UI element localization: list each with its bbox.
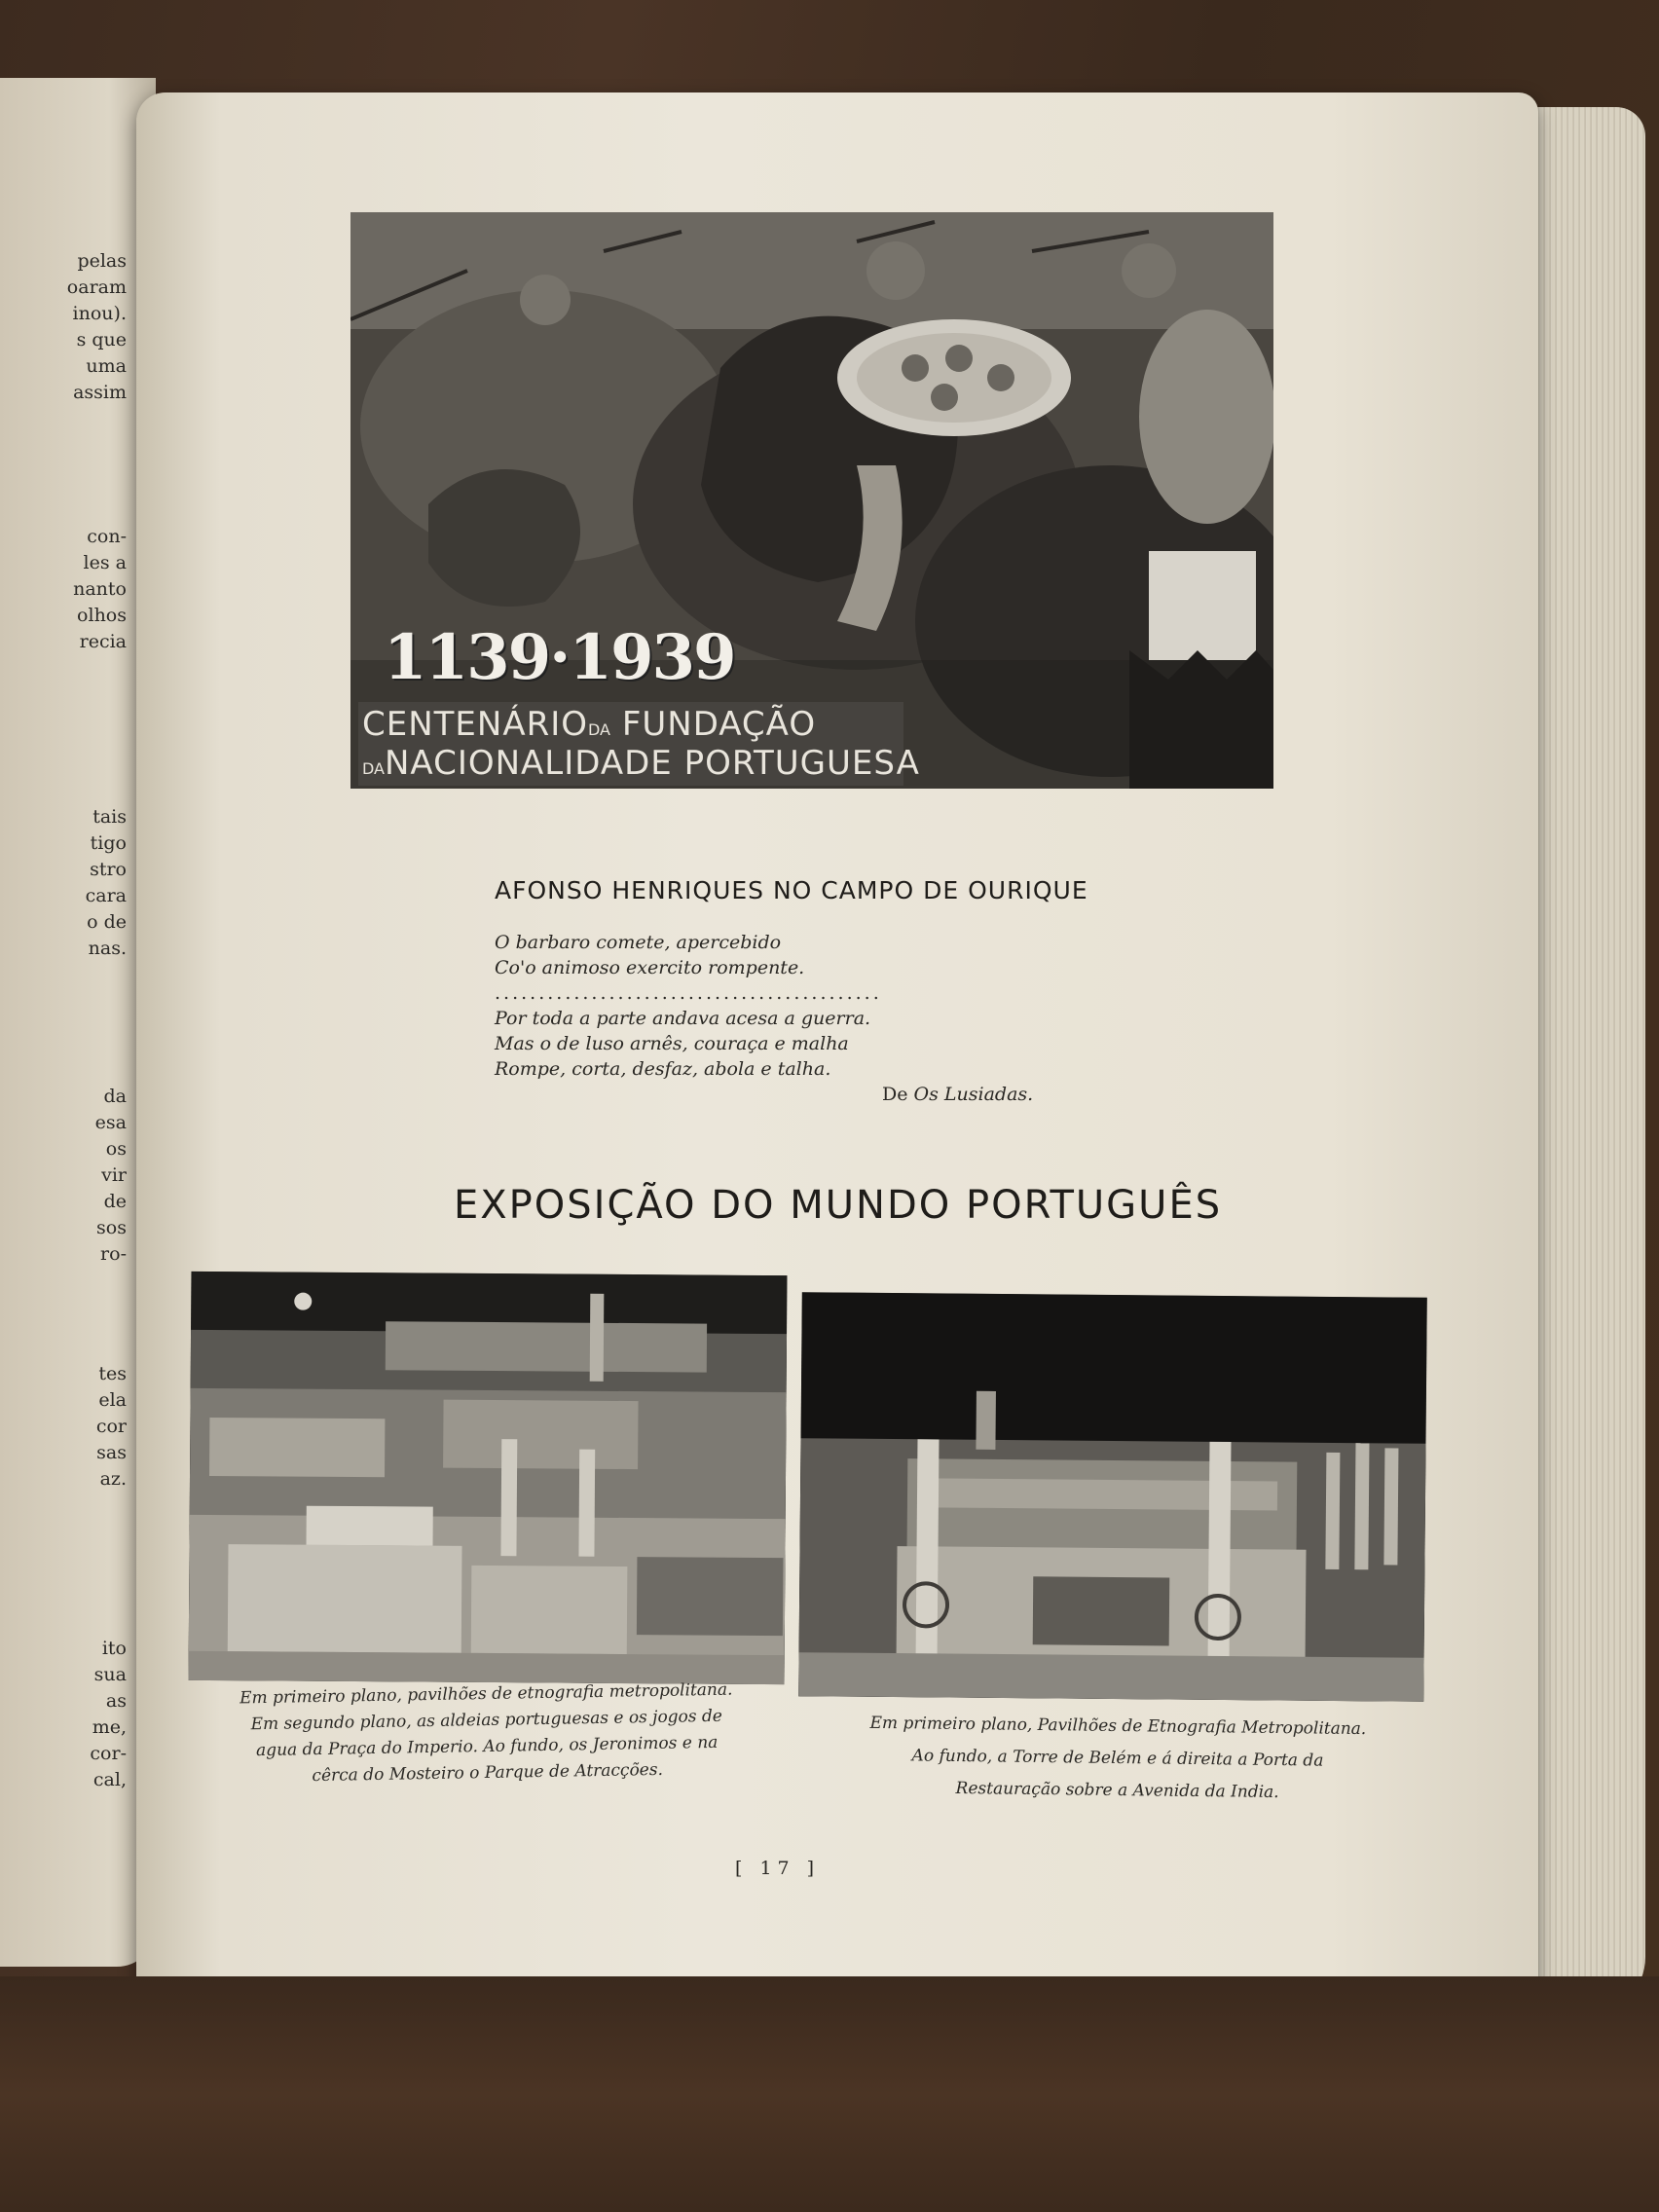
left-page-text-fragment: cor (95, 1416, 127, 1437)
caption-line: cêrca do Mosteiro o Parque de Atracções. (312, 1759, 664, 1787)
left-page-text-fragment: az. (99, 1468, 127, 1490)
section-title: EXPOSIÇÃO DO MUNDO PORTUGUÊS (454, 1183, 1223, 1228)
left-page-text-fragment: ela (98, 1389, 127, 1411)
left-page-text-fragment: oaram (66, 276, 127, 298)
left-page-text-fragment: cal, (92, 1769, 127, 1790)
poster-years: 1139·1939 (384, 621, 735, 694)
poem-title: AFONSO HENRIQUES NO CAMPO DE OURIQUE (495, 876, 1088, 904)
left-page-text-fragment: tigo (90, 832, 127, 854)
left-page-text-fragment: as (105, 1690, 127, 1712)
left-page-text-fragment: recia (79, 631, 127, 652)
centenary-poster (350, 212, 1273, 789)
poster-word-centenario: CENTENÁRIO (362, 705, 589, 744)
left-page-text-fragment: nanto (73, 578, 127, 600)
left-page-text-fragment: da (103, 1086, 127, 1107)
left-page-text-fragment: vir (101, 1164, 127, 1186)
model-pavilion-view-image (798, 1292, 1427, 1702)
left-page-text-fragment: cor- (90, 1743, 127, 1764)
left-page-text-fragment: tais (92, 806, 127, 828)
model-aerial-view-image (189, 1272, 788, 1684)
left-page-text-fragment: me, (92, 1716, 127, 1738)
left-page-text-fragment: les a (83, 552, 127, 573)
left-page-text-fragment: esa (94, 1112, 127, 1133)
left-page-text-fragment: sua (93, 1664, 127, 1685)
poem-line: Mas o de luso arnês, couraça e malha (495, 1033, 849, 1054)
left-page-text-fragment: tes (98, 1363, 127, 1384)
poem-line: O barbaro comete, apercebido (495, 932, 782, 953)
poem-attribution (495, 1082, 1033, 1107)
left-page-text-fragment: stro (90, 859, 127, 880)
caption-left (194, 1677, 780, 1791)
left-page-text-fragment: assim (73, 382, 127, 403)
attribution-prefix: De (882, 1084, 908, 1105)
poster-word-fundacao: FUNDAÇÃO (621, 705, 817, 744)
exhibition-model-photo-right (798, 1292, 1427, 1702)
caption-line: Em segundo plano, as aldeias portuguesas e os jogos de (250, 1706, 723, 1735)
left-page-text-fragment: cara (85, 885, 127, 906)
poster-word-da-2: DA (362, 759, 385, 778)
caption-line: Em primeiro plano, pavilhões de etnografia metropolitana. (239, 1679, 733, 1709)
left-page-text-fragment: olhos (77, 605, 127, 626)
left-page-text-fragment: nas. (88, 938, 127, 959)
poem-verses (495, 930, 1033, 1107)
caption-line: Ao fundo, a Torre de Belém e á direita a Porta da (911, 1746, 1324, 1771)
poem-ellipsis-line: ............................................ (495, 982, 882, 1004)
caption-line: Em primeiro plano, Pavilhões de Etnografia Metropolitana. (869, 1713, 1367, 1740)
left-page (0, 78, 156, 1967)
wooden-table-bottom (0, 1976, 1659, 2212)
exhibition-model-photo-left (189, 1272, 788, 1684)
left-page-text-fragment: s que (76, 329, 127, 350)
attribution-work: Os Lusiadas. (913, 1084, 1034, 1105)
left-page-text-fragment: ro- (100, 1243, 127, 1265)
poem-line: Rompe, corta, desfaz, abola e talha. (495, 1058, 831, 1080)
poster-line-1 (362, 705, 816, 744)
left-page-text-fragment: o de (87, 911, 127, 933)
left-page-text-fragment: de (103, 1191, 127, 1212)
left-page-text-fragment: ito (101, 1638, 127, 1659)
left-page-text-fragment: inou). (72, 303, 127, 324)
poster-word-da-1: DA (588, 720, 610, 739)
left-page-text-fragment: con- (87, 526, 127, 547)
poem-line: Por toda a parte andava acesa a guerra. (495, 1008, 871, 1029)
left-page-text-fragment: pelas (77, 250, 127, 272)
poster-word-nacionalidade: NACIONALIDADE PORTUGUESA (384, 744, 920, 783)
caption-line: agua da Praça do Imperio. Ao fundo, os Jeronimos e na (255, 1732, 719, 1761)
left-page-text-fragment: os (105, 1138, 127, 1160)
caption-line: Restauração sobre a Avenida da India. (955, 1778, 1279, 1803)
caption-right (805, 1707, 1429, 1811)
page-number: [ 17 ] (735, 1858, 821, 1879)
left-page-text-fragment: sos (96, 1217, 127, 1238)
left-page-text-fragment: uma (86, 355, 127, 377)
poem-line: Co'o animoso exercito rompente. (495, 957, 805, 978)
left-page-text-fragment: sas (96, 1442, 127, 1463)
poster-line-2 (362, 744, 920, 783)
